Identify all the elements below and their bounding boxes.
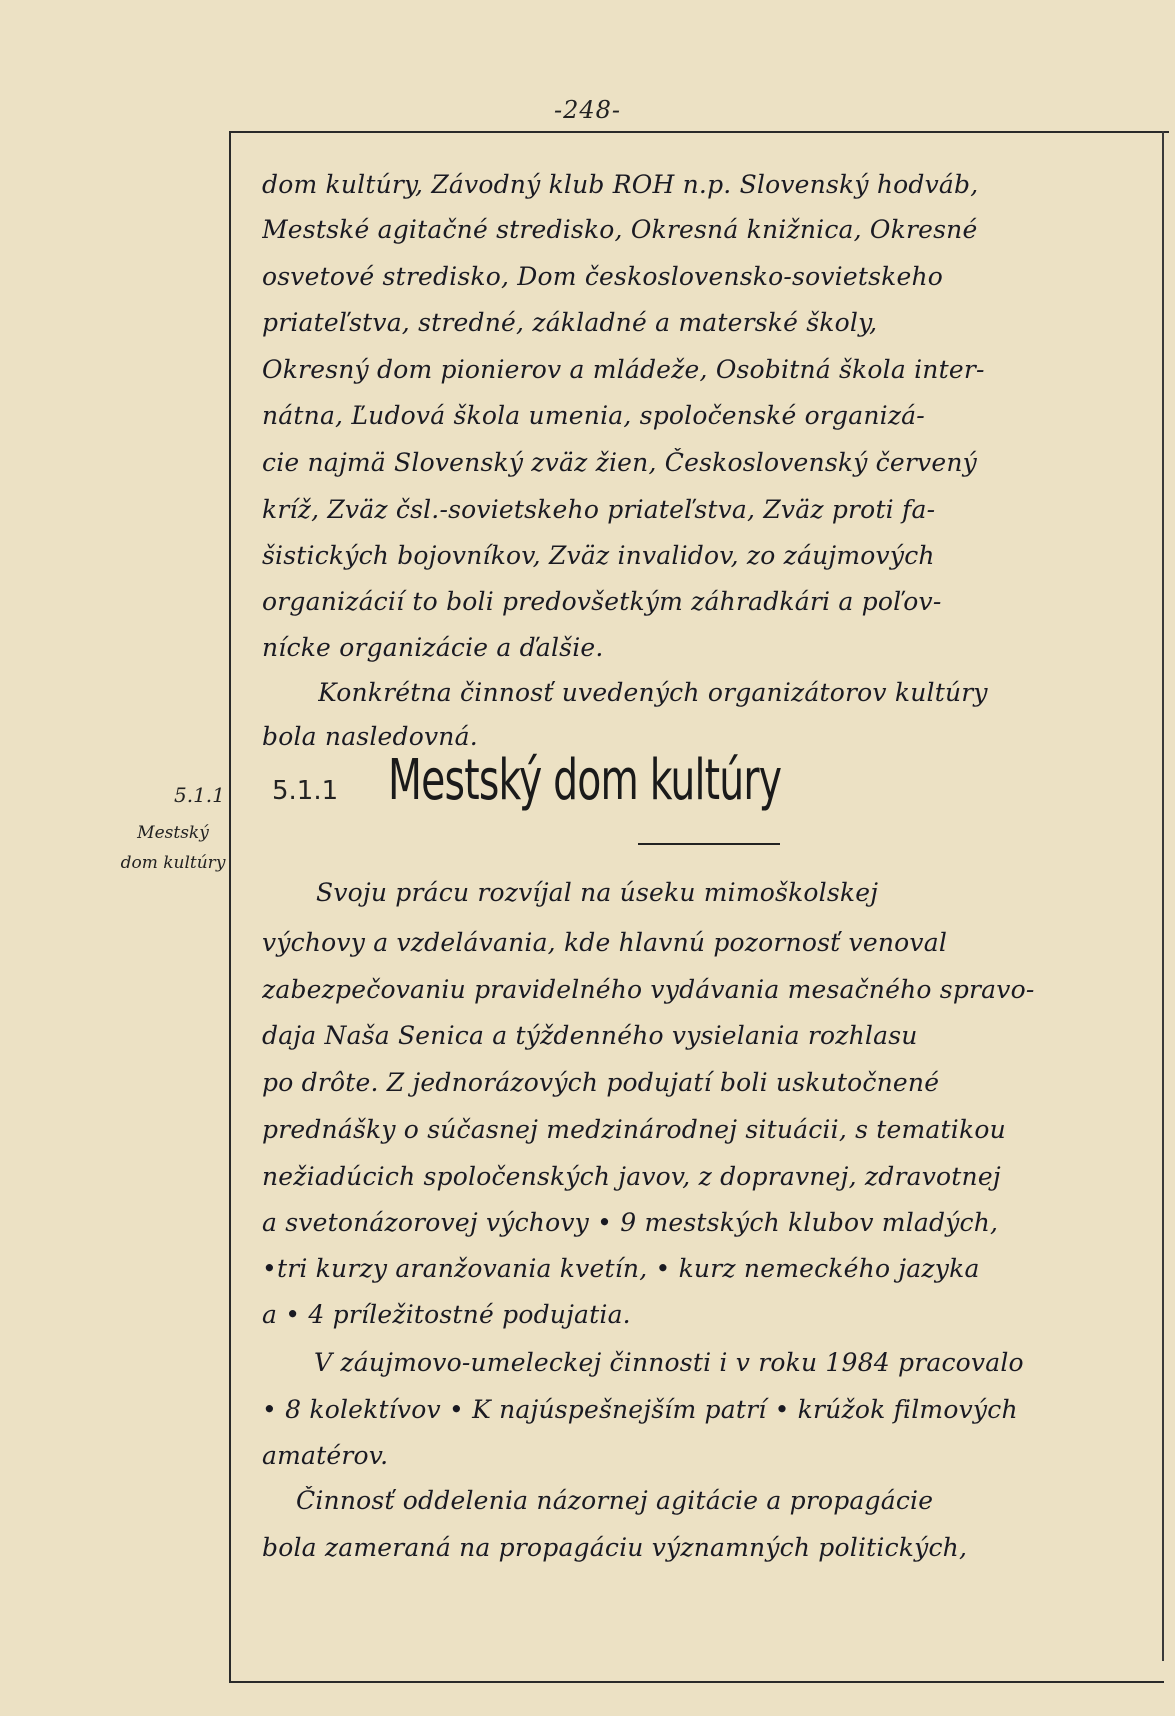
text-frame-bottom-border	[229, 1681, 1164, 1683]
paragraph-line: organizácií to boli predovšetkým záhradkári a poľov-	[262, 587, 942, 616]
paragraph-line: a • 4 príležitostné podujatia.	[262, 1300, 631, 1329]
section-heading-title: Mestský dom kultúry	[388, 748, 782, 813]
paragraph-line: nátna, Ľudová škola umenia, spoločenské organizá-	[262, 401, 925, 430]
paragraph-line: po drôte. Z jednorázových podujatí boli uskutočnené	[262, 1068, 940, 1097]
paragraph-line: • 8 kolektívov • K najúspešnejším patrí • krúžok filmových	[262, 1395, 1018, 1424]
paragraph-line: výchovy a vzdelávania, kde hlavnú pozornosť venoval	[262, 928, 948, 957]
page-number: -248-	[553, 96, 622, 124]
text-frame-left-border	[229, 131, 231, 1681]
text-frame-right-border	[1162, 131, 1164, 1661]
paragraph-line: Činnosť oddelenia názornej agitácie a propagácie	[296, 1486, 934, 1515]
paragraph-line: osvetové stredisko, Dom československo-sovietskeho	[262, 262, 944, 291]
paragraph-line: zabezpečovaniu pravidelného vydávania mesačného spravo-	[262, 975, 1035, 1004]
paragraph-line: amatérov.	[262, 1441, 389, 1470]
paragraph-line: Okresný dom pionierov a mládeže, Osobitná škola inter-	[262, 355, 985, 384]
margin-section-number: 5.1.1	[174, 783, 225, 807]
paragraph-line: dom kultúry, Závodný klub ROH n.p. Slovenský hodváb,	[262, 170, 979, 199]
paragraph-line: V záujmovo-umeleckej činnosti i v roku 1984 pracovalo	[314, 1348, 1024, 1377]
paragraph-line: nícke organizácie a ďalšie.	[262, 633, 604, 662]
paragraph-line: cie najmä Slovenský zväz žien, Československý červený	[262, 448, 977, 477]
paragraph-line: bola nasledovná.	[262, 722, 478, 751]
paragraph-line: kríž, Zväz čsl.-sovietskeho priateľstva, Zväz proti fa-	[262, 495, 936, 524]
paragraph-line: priateľstva, stredné, základné a materské školy,	[262, 308, 878, 337]
paragraph-line: •tri kurzy aranžovania kvetín, • kurz nemeckého jazyka	[262, 1254, 980, 1283]
section-heading-underline	[638, 843, 780, 845]
paragraph-line: Svoju prácu rozvíjal na úseku mimoškolskej	[316, 878, 879, 907]
paragraph-line: prednášky o súčasnej medzinárodnej situácii, s tematikou	[262, 1115, 1006, 1144]
section-heading-number: 5.1.1	[272, 776, 339, 806]
paragraph-line: bola zameraná na propagáciu významných politických,	[262, 1533, 968, 1562]
margin-note: Mestský dom kultúry	[120, 823, 226, 873]
paragraph-line: a svetonázorovej výchovy • 9 mestských klubov mladých,	[262, 1208, 999, 1237]
paragraph-line: Konkrétna činnosť uvedených organizátorov kultúry	[318, 678, 988, 707]
paragraph-line: daja Naša Senica a týždenného vysielania rozhlasu	[262, 1021, 918, 1050]
paragraph-line: nežiadúcich spoločenských javov, z dopravnej, zdravotnej	[262, 1162, 1001, 1191]
paragraph-line: Mestské agitačné stredisko, Okresná knižnica, Okresné	[262, 215, 978, 244]
paragraph-line: šistických bojovníkov, Zväz invalidov, zo záujmových	[262, 541, 935, 570]
